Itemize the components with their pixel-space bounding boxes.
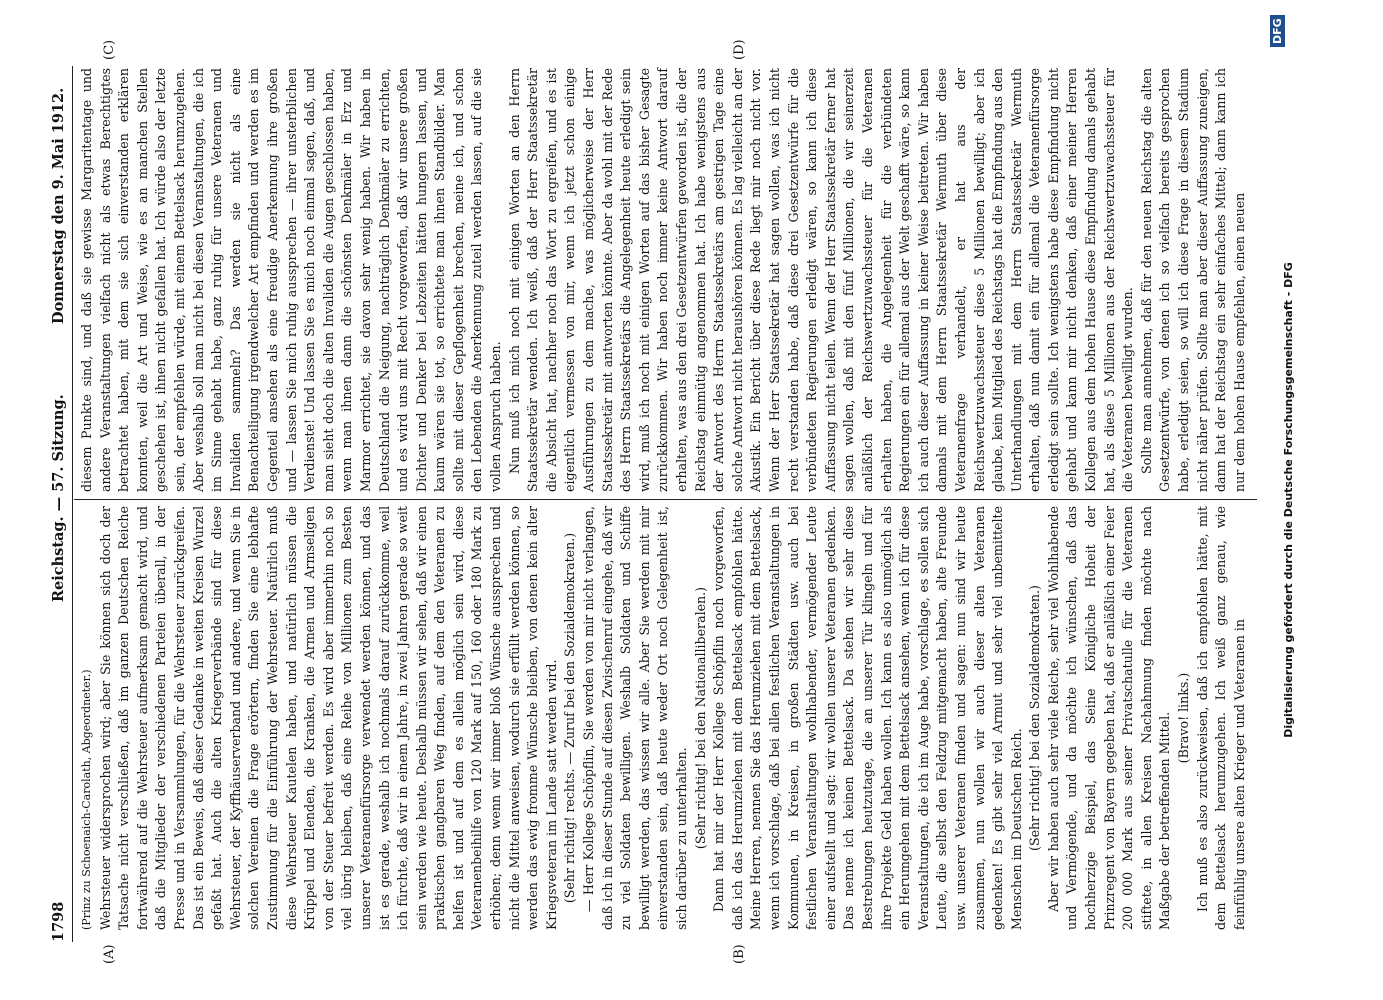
session-title: Reichstag. — 57. Sitzung.: [50, 394, 67, 602]
margin-letter-d: (D): [732, 39, 747, 60]
left-column: [78, 506, 1249, 930]
page-header: [40, 66, 74, 942]
interjection: (Sehr richtig! bei den Nationalliberalen.): [692, 586, 708, 850]
interjection: (Sehr richtig! bei den Sozialdemokraten.): [1027, 585, 1043, 851]
paragraph: Aber wir haben auch sehr viele Reiche, sehr viel Wohlhabende und Vermögende, und da möchte ich wünschen, daß das hochherzige Beispiel, das Seine Königliche Hoheit der Prinzregent von Bayern gegeben hat, daß er anläßlich einer Feier 200 000 Mark aus seiner Privatschatulle für die Veteranen stiftete, in allen Kreisen Nachahmung finden möchte nach Maßgabe der betreffenden Mittel.: [1045, 506, 1173, 930]
paragraph: Ich muß es also zurückweisen, daß ich empfohlen hätte, mit dem Bettelsack herumzugehen. Ich weiß ganz genau, wie feinfühlig unsere alten Krieger und Veteranen in: [1194, 506, 1247, 930]
speaker-attribution: (Prinz zu Schoenaich-Carolath, Abgeordneter.): [80, 669, 93, 930]
column-divider: [74, 499, 1257, 500]
dfg-logo: DFG: [1270, 15, 1285, 47]
session-date: Donnerstag den 9. Mai 1912.: [50, 87, 67, 324]
margin-letter-c: (C): [102, 39, 117, 60]
digitization-credit: Digitalisierung gefördert durch die Deutsche Forschungsgemeinschaft - DFG: [1282, 262, 1295, 738]
paragraph: diesem Punkte sind, und daß sie gewisse Margaritentage und andere Veranstaltungen vielfach nicht als etwas Berechtigtes betrachtet haben, mit dem sie sich einverstanden erklären konnten, weil die Art und Weise, wie es an manchen Stellen geschehen ist, ihnen nicht gefallen hat. Ich würde also der letzte sein, der empfehlen würde, mit einem Bettelsack herumzugehen. Aber weshalb soll man nicht bei diesen Veranstaltungen, die ich im Sinne gehabt habe, ganz ruhig für unsere Veteranen und Invaliden sammeln? Das werden sie nicht als eine Benachteiligung irgendwelcher Art empfinden und werden es im Gegenteil ansehen als eine freudige Anerkennung ihre großen und — lassen Sie mich ruhig aussprechen — ihrer unsterblichen Verdienste! Und lassen Sie es mich noch einmal sagen, daß, und man sieht doch die alten Invaliden die Augen geschlossen haben, wenn man ihnen dann die schönsten Denkmäler in Erz und Marmor errichtet, sie davon sehr wenig haben. Wir haben in Deutschland die Neigung, nachträglich Denkmäler zu errichten, und es wird uns mit Recht vorgeworfen, daß wir unsere großen Dichter und Denker bei Lebzeiten hätten hungern lassen, und kaum wären sie tot, so errichtete man ihnen Standbilder. Man sollte mit dieser Gepflogenheit brechen, meine ich, und schon den Lebenden die Anerkennung zuteil werden lassen, auf die sie vollen Anspruch haben.: [79, 68, 504, 492]
page-number: 1798: [50, 901, 67, 942]
paragraph: Wehrsteuer widersprochen wird; aber Sie können sich doch der Tatsache nicht verschließen, daß im ganzen Deutschen Reiche fortwährend auf die Wehrsteuer aufmerksam gemacht wird, und daß die Mitglieder der verschiedenen Parteien überall, in der Presse und in Versammlungen, für die Wehrsteuer zurückgreifen. Das ist ein Beweis, daß dieser Gedanke in weiten Kreisen Wurzel gefaßt hat. Auch die alten Kriegerverbände sind für diese Wehrsteuer, der Kyffhäuserverband und andere, und wenn Sie in solchen Vereinen die Frage erörtern, finden Sie eine lebhafte Zustimmung für die Einführung der Wehrsteuer. Natürlich muß diese Wehrsteuer Kautelen haben, und natürlich müssen die Krüppel und Elenden, die Kranken, die Armen und Armseligen von der Steuer befreit werden. Es wird aber immerhin noch so viel übrig bleiben, daß eine Reihe von Millionen zum Besten unserer Veteranenfürsorge verwendet werden können, und das ist es gerade, weshalb ich nochmals darauf zurückkomme, weil ich fürchte, daß wir in einem Jahre, in zwei Jahren gerade so weit sein werden wie heute. Deshalb müssen wir sehen, daß wir einen praktischen gangbaren Weg finden, auf dem den Veteranen zu helfen ist und auf dem es allein möglich sein wird, diese Veteranenbeihilfe von 120 Mark auf 150, 160 oder 180 Mark zu erhöhen; denn wenn wir immer bloß Wünsche aussprechen und nicht die Mittel anweisen, wodurch sie erfüllt werden können, so werden das ewig fromme Wünsche bleiben, von denen kein alter Kriegsveteran im Lande satt werden wird.: [97, 506, 559, 930]
paragraph: — Herr Kollege Schöpflin, Sie werden von mir nicht verlangen, daß ich in dieser Stunde auf diesen Zwischenruf eingehe, daß wir zu viel Soldaten bewilligen. Weshalb Soldaten und Schiffe bewilligt werden, das wissen wir alle. Aber Sie werden mit mir einverstanden sein, daß heute weder Ort noch Gelegenheit ist, sich darüber zu unterhalten.: [581, 506, 689, 930]
paragraph: Dann hat mir der Herr Kollege Schöpflin noch vorgeworfen, daß ich das Herumziehen mit dem Bettelsack empfohlen hätte. Meine Herren, nennen Sie das Herumziehen mit dem Bettelsack, wenn ich vorschlage, daß bei allen festlichen Veranstaltungen in Kommunen, in Kreisen, in großen Städten usw. auch bei festlichen Veranstaltungen wohlhabender, vermögender Leute einer aufstellt und sagt: wir wollen unserer Veteranen gedenken. Das nenne ich keinen Bettelsack. Da stehen wir sehr diese Bestrebungen heutzutage, die an unserer Tür klingeln und für ihre Projekte Geld haben wollen. Ich kann es also unmöglich als ein Herumgehen mit dem Bettelsack ansehen, wenn ich für diese Veranstaltungen, die ich im Auge habe, vorschlage, es sollen sich Leute, die selbst den Feldzug mitgemacht haben, alte Freunde usw. unserer Veteranen finden und sagen: nun sind wir heute zusammen, nun wollen wir auch dieser alten Veteranen gedenken! Es gibt sehr viel Armut und sehr viel unbemittelte Menschen im Deutschen Reich.: [711, 506, 1024, 930]
margin-letter-a: (A): [102, 944, 117, 964]
paragraph: Sollte man annehmen, daß für den neuen Reichstag die alten Gesetzentwürfe, von denen ich so vielfach bereits gesprochen habe, erledigt seien, so will ich diese Frage in diesem Stadium nicht näher prüfen. Sollte man aber dieser Auffassung zuneigen, dann hat der Reichstag ein sehr einfaches Mittel; dann kann ich nur dem hohen Hause empfehlen, einen neuen: [1138, 68, 1247, 492]
scanned-page: [32, 0, 1332, 1000]
header-rule: [72, 66, 73, 942]
interjection: (Bravo! links.): [1176, 672, 1192, 764]
right-column: [78, 68, 1249, 492]
margin-letter-b: (B): [732, 944, 747, 964]
paragraph: Nun muß ich mich noch mit einigen Worten an den Herrn Staatssekretär wenden. Ich weiß, daß der Herr Staatssekretär die Absicht hat, nachher noch das Wort zu ergreifen, und es ist eigentlich vermessen von mir, wenn ich jetzt schon einige Ausführungen zu dem mache, was möglicherweise der Herr Staatssekretär mit antworten könnte. Aber da wohl mit der Rede des Herrn Staatssekretärs die Angelegenheit heute erledigt sein wird, muß ich noch mit einigen Worten auf das bisher Gesagte zurückkommen. Wir haben noch immer keine Antwort darauf erhalten, was aus den drei Gesetzentwürfen geworden ist, die der Reichstag einmütig angenommen hat. Ich habe wenigstens aus der Antwort des Herrn Staatssekretärs am gestrigen Tage eine solche Antwort nicht heraushören können. Es lag vielleicht an der Akustik. Ein Bericht über diese Rede liegt mir noch nicht vor. Wenn der Herr Staatssekretär hat sagen wollen, was ich nicht recht verstanden habe, daß diese drei Gesetzentwürfe für die verbündeten Regierungen erledigt wären, so kann ich diese Auffassung nicht teilen. Wenn der Herr Staatssekretär ferner hat sagen wollen, daß mit den fünf Millionen, die wir seinerzeit anläßlich der Reichswertzuwachssteuer für die Veteranen erhalten haben, die Angelegenheit für die verbündeten Regierungen ein für allemal aus der Welt geschafft wäre, so kann ich auch dieser Auffassung in keiner Weise beitreten. Wir haben damals mit dem Herrn Staatssekretär Wermuth über diese Veteranenfrage verhandelt, er hat aus der Reichswertzuwachssteuer diese 5 Millionen bewilligt; aber ich glaube, kein Mitglied des Reichstags hat die Empfindung aus den Unterhandlungen mit dem Herrn Staatssekretär Wermuth erhalten, daß nun damit ein für allemal die Veteranenfürsorge erledigt sein sollte. Ich wenigstens habe diese Empfindung nicht gehabt und kann mir nicht denken, daß einer meiner Herren Kollegen aus dem hohen Hause diese Empfindung damals gehabt hat, als diese 5 Millionen aus der Reichswertzuwachssteuer für die Veteranen bewilligt wurden.: [506, 68, 1136, 492]
interjection: (Sehr richtig! rechts. — Zuruf bei den Sozialdemokraten.): [562, 532, 578, 904]
